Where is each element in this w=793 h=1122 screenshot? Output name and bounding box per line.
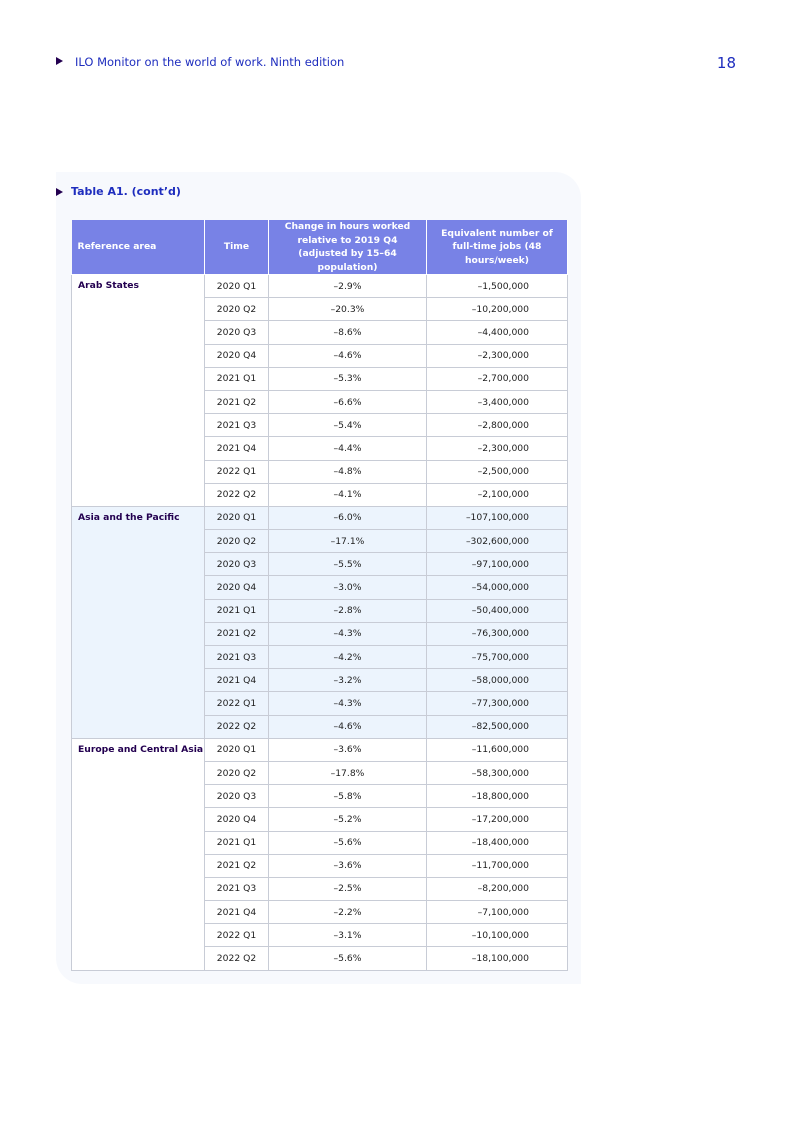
- time-cell: 2021 Q2: [205, 854, 269, 877]
- jobs-cell: –54,000,000: [427, 576, 568, 599]
- jobs-cell: –2,300,000: [427, 344, 568, 367]
- time-cell: 2020 Q3: [205, 321, 269, 344]
- time-cell: 2022 Q1: [205, 924, 269, 947]
- jobs-cell: –18,100,000: [427, 947, 568, 970]
- hours-change-cell: –4.4%: [269, 437, 427, 460]
- table-caption-label: Table A1. (cont’d): [71, 185, 181, 198]
- hours-change-cell: –17.8%: [269, 761, 427, 784]
- jobs-cell: –11,600,000: [427, 738, 568, 761]
- time-cell: 2021 Q1: [205, 367, 269, 390]
- jobs-cell: –4,400,000: [427, 321, 568, 344]
- jobs-cell: –76,300,000: [427, 622, 568, 645]
- time-cell: 2021 Q4: [205, 669, 269, 692]
- jobs-cell: –107,100,000: [427, 506, 568, 529]
- jobs-cell: –58,000,000: [427, 669, 568, 692]
- time-cell: 2021 Q1: [205, 831, 269, 854]
- time-cell: 2021 Q3: [205, 414, 269, 437]
- hours-change-cell: –4.1%: [269, 483, 427, 506]
- column-header-fulltime-jobs: Equivalent number of full-time jobs (48 hours/week): [427, 220, 568, 275]
- table-row: [72, 275, 568, 298]
- time-cell: 2020 Q4: [205, 576, 269, 599]
- jobs-cell: –7,100,000: [427, 901, 568, 924]
- region-cell: Europe and Central Asia: [72, 738, 205, 970]
- time-cell: 2022 Q1: [205, 460, 269, 483]
- time-cell: 2020 Q3: [205, 785, 269, 808]
- hours-change-cell: –5.3%: [269, 367, 427, 390]
- jobs-cell: –2,700,000: [427, 367, 568, 390]
- hours-change-cell: –17.1%: [269, 530, 427, 553]
- hours-change-cell: –2.9%: [269, 275, 427, 298]
- column-header-hours-change: Change in hours worked relative to 2019 Q4 (adjusted by 15–64 population): [269, 220, 427, 275]
- hours-change-cell: –8.6%: [269, 321, 427, 344]
- jobs-cell: –2,300,000: [427, 437, 568, 460]
- time-cell: 2020 Q4: [205, 344, 269, 367]
- time-cell: 2021 Q4: [205, 437, 269, 460]
- region-cell: Asia and the Pacific: [72, 506, 205, 738]
- jobs-cell: –50,400,000: [427, 599, 568, 622]
- hours-change-cell: –20.3%: [269, 298, 427, 321]
- hours-change-cell: –2.8%: [269, 599, 427, 622]
- column-header-time: Time: [205, 220, 269, 275]
- time-cell: 2020 Q2: [205, 761, 269, 784]
- jobs-cell: –10,100,000: [427, 924, 568, 947]
- jobs-cell: –2,500,000: [427, 460, 568, 483]
- hours-change-cell: –6.6%: [269, 390, 427, 413]
- hours-change-cell: –3.2%: [269, 669, 427, 692]
- time-cell: 2022 Q2: [205, 715, 269, 738]
- jobs-cell: –18,800,000: [427, 785, 568, 808]
- time-cell: 2020 Q3: [205, 553, 269, 576]
- table-row: [72, 506, 568, 529]
- data-table: [71, 220, 568, 971]
- jobs-cell: –17,200,000: [427, 808, 568, 831]
- hours-change-cell: –2.5%: [269, 877, 427, 900]
- time-cell: 2020 Q1: [205, 275, 269, 298]
- time-cell: 2021 Q2: [205, 622, 269, 645]
- jobs-cell: –1,500,000: [427, 275, 568, 298]
- jobs-cell: –75,700,000: [427, 646, 568, 669]
- hours-change-cell: –3.0%: [269, 576, 427, 599]
- table-row: [72, 738, 568, 761]
- page-header: [56, 55, 736, 75]
- time-cell: 2021 Q3: [205, 646, 269, 669]
- time-cell: 2021 Q3: [205, 877, 269, 900]
- jobs-cell: –11,700,000: [427, 854, 568, 877]
- jobs-cell: –3,400,000: [427, 390, 568, 413]
- hours-change-cell: –4.3%: [269, 622, 427, 645]
- hours-change-cell: –3.1%: [269, 924, 427, 947]
- time-cell: 2022 Q2: [205, 947, 269, 970]
- jobs-cell: –10,200,000: [427, 298, 568, 321]
- hours-change-cell: –5.5%: [269, 553, 427, 576]
- hours-change-cell: –5.6%: [269, 947, 427, 970]
- hours-change-cell: –3.6%: [269, 854, 427, 877]
- time-cell: 2022 Q1: [205, 692, 269, 715]
- time-cell: 2021 Q2: [205, 390, 269, 413]
- bullet-triangle-icon: [56, 188, 63, 196]
- time-cell: 2021 Q4: [205, 901, 269, 924]
- report-title: ILO Monitor on the world of work. Ninth edition: [75, 55, 345, 69]
- hours-change-cell: –2.2%: [269, 901, 427, 924]
- hours-change-cell: –4.8%: [269, 460, 427, 483]
- hours-change-cell: –5.6%: [269, 831, 427, 854]
- time-cell: 2021 Q1: [205, 599, 269, 622]
- jobs-cell: –58,300,000: [427, 761, 568, 784]
- table-header-row: [72, 220, 568, 275]
- time-cell: 2022 Q2: [205, 483, 269, 506]
- page-number: 18: [716, 54, 736, 72]
- time-cell: 2020 Q1: [205, 506, 269, 529]
- time-cell: 2020 Q4: [205, 808, 269, 831]
- time-cell: 2020 Q2: [205, 530, 269, 553]
- hours-change-cell: –5.4%: [269, 414, 427, 437]
- jobs-cell: –77,300,000: [427, 692, 568, 715]
- column-header-reference-area: Reference area: [72, 220, 205, 275]
- hours-change-cell: –4.2%: [269, 646, 427, 669]
- region-cell: Arab States: [72, 275, 205, 507]
- hours-change-cell: –4.6%: [269, 344, 427, 367]
- hours-change-cell: –3.6%: [269, 738, 427, 761]
- jobs-cell: –302,600,000: [427, 530, 568, 553]
- time-cell: 2020 Q2: [205, 298, 269, 321]
- jobs-cell: –2,100,000: [427, 483, 568, 506]
- jobs-cell: –82,500,000: [427, 715, 568, 738]
- hours-change-cell: –5.8%: [269, 785, 427, 808]
- jobs-cell: –8,200,000: [427, 877, 568, 900]
- bullet-triangle-icon: [56, 57, 63, 65]
- jobs-cell: –97,100,000: [427, 553, 568, 576]
- hours-change-cell: –4.3%: [269, 692, 427, 715]
- jobs-cell: –18,400,000: [427, 831, 568, 854]
- hours-change-cell: –4.6%: [269, 715, 427, 738]
- hours-change-cell: –5.2%: [269, 808, 427, 831]
- time-cell: 2020 Q1: [205, 738, 269, 761]
- hours-change-cell: –6.0%: [269, 506, 427, 529]
- jobs-cell: –2,800,000: [427, 414, 568, 437]
- table-body: [72, 275, 568, 971]
